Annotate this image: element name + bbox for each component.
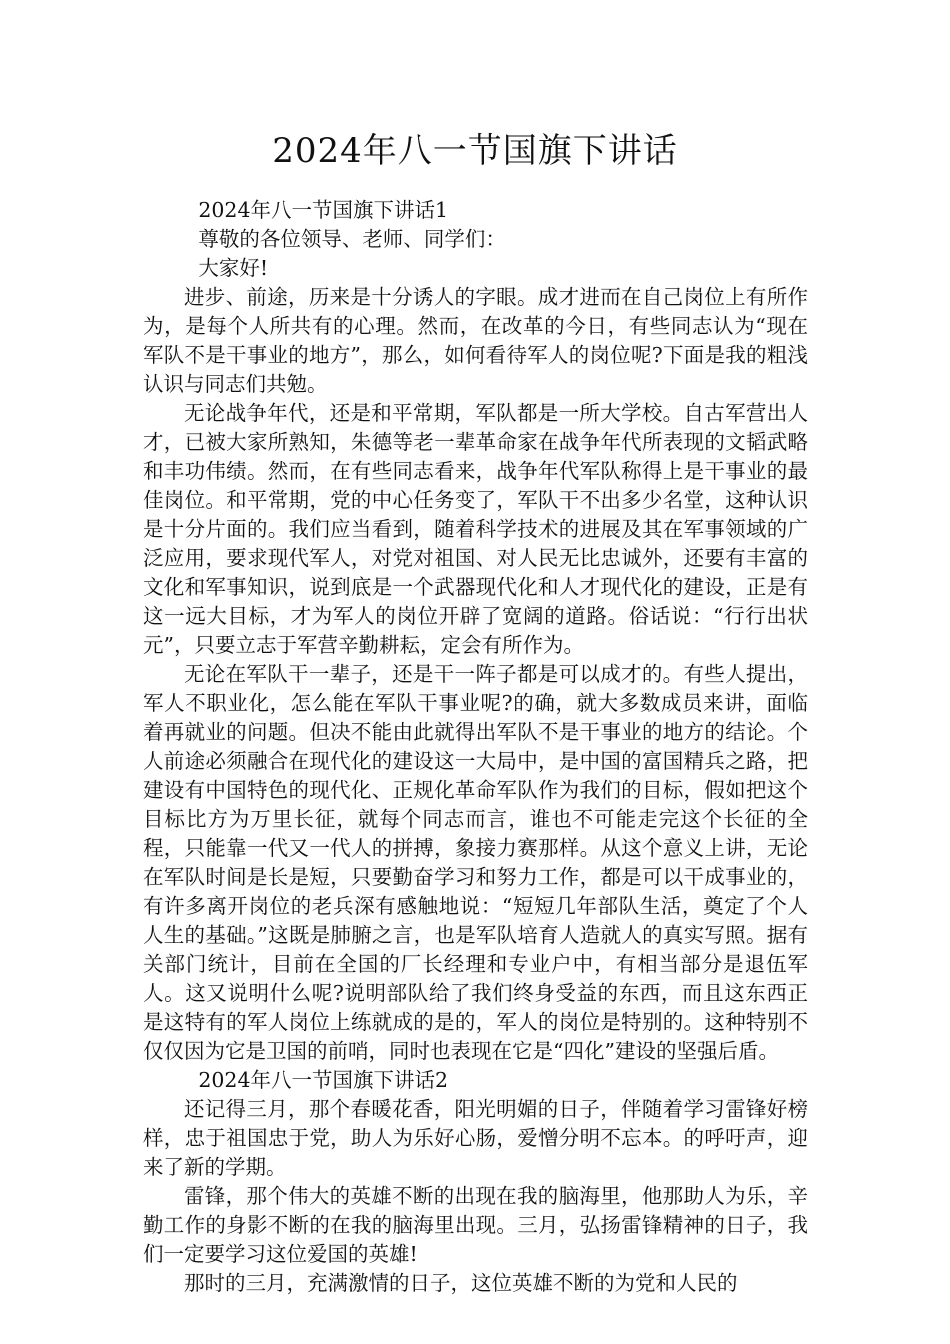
section-1-paragraph-2: 无论战争年代，还是和平常期，军队都是一所大学校。自古军营出人才，已被大家所熟知，朱德等老一辈革命家在战争年代所表现的文韬武略和丰功伟绩。然而，在有些同志看来，战争年代军队称得上是干事业的最佳岗位。和平常期，党的中心任务变了，军队干不出多少名堂，这种认识是十分片面的。我们应当看到，随着科学技术的进展及其在军事领域的广泛应用，要求现代军人，对党对祖国、对人民无比忠诚外，还要有丰富的文化和军事知识，说到底是一个武器现代化和人才现代化的建设，正是有这一远大目标，才为军人的岗位开辟了宽阔的道路。俗话说：“行行出状元”，只要立志于军营辛勤耕耘，定会有所作为。 <box>143 401 808 657</box>
section-2-heading: 2024年八一节国旗下讲话2 <box>198 1068 449 1092</box>
section-1-paragraph-3: 无论在军队干一辈子，还是干一阵子都是可以成才的。有些人提出，军人不职业化，怎么能在军队干事业呢?的确，就大多数成员来讲，面临着再就业的问题。但决不能由此就得出军队不是干事业的地方的结论。个人前途必须融合在现代化的建设这一大局中，是中国的富国精兵之路，把建设有中国特色的现代化、正规化革命军队作为我们的目标，假如把这个目标比方为万里长征，就每个同志而言，谁也不可能走完这个长征的全程，只能靠一代又一代人的拼搏，象接力赛那样。从这个意义上讲，无论在军队时间是长是短，只要勤奋学习和努力工作，都是可以干成事业的，有许多离开岗位的老兵深有感触地说：“短短几年部队生活，奠定了个人人生的基础。”这既是肺腑之言，也是军队培育人造就人的真实写照。据有关部门统计，目前在全国的厂长经理和专业户中，有相当部分是退伍军人。这又说明什么呢?说明部队给了我们终身受益的东西，而且这东西正是这特有的军人岗位上练就成的是的，军人的岗位是特别的。这种特别不仅仅因为它是卫国的前哨，同时也表现在它是“四化”建设的坚强后盾。 <box>143 662 808 1063</box>
document-body <box>143 196 808 1298</box>
document-title: 2024年八一节国旗下讲话 <box>272 131 678 171</box>
section-2-paragraph-2: 雷锋，那个伟大的英雄不断的出现在我的脑海里，他那助人为乐，辛勤工作的身影不断的在我的脑海里出现。三月，弘扬雷锋精神的日子，我们一定要学习这位爱国的英雄! <box>143 1184 808 1266</box>
greeting: 尊敬的各位领导、老师、同学们： <box>198 227 506 251</box>
salutation: 大家好! <box>198 256 269 280</box>
section-1-heading: 2024年八一节国旗下讲话1 <box>198 198 449 222</box>
section-2-paragraph-1: 还记得三月，那个春暖花香，阳光明媚的日子，伴随着学习雷锋好榜样，忠于祖国忠于党，助人为乐好心肠，爱憎分明不忘本。的呼吁声，迎来了新的学期。 <box>143 1097 808 1179</box>
section-1-paragraph-1: 进步、前途，历来是十分诱人的字眼。成才进而在自己岗位上有所作为，是每个人所共有的心理。然而，在改革的今日，有些同志认为“现在军队不是干事业的地方”，那么，如何看待军人的岗位呢?下面是我的粗浅认识与同志们共勉。 <box>143 285 808 396</box>
section-2-paragraph-3: 那时的三月，充满激情的日子，这位英雄不断的为党和人民的 <box>184 1271 738 1295</box>
